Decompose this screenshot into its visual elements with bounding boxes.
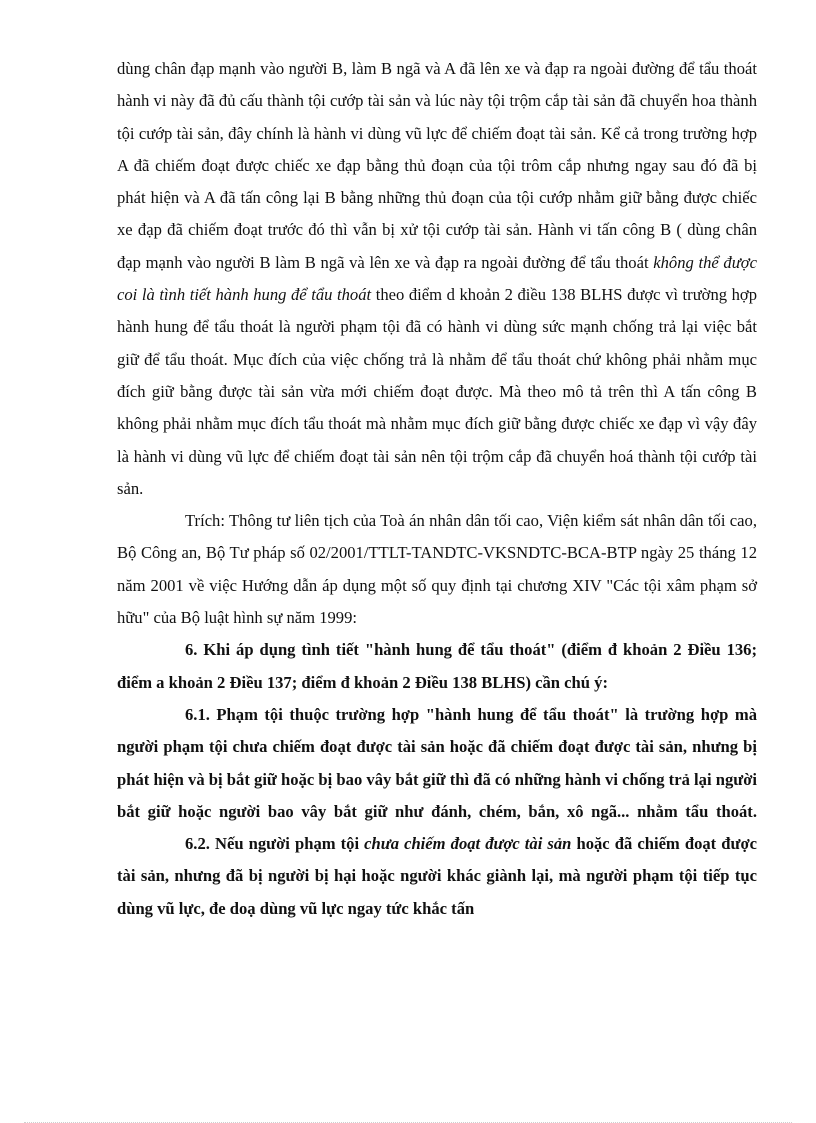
paragraph-text: 6.2. Nếu người phạm tội	[185, 834, 365, 854]
paragraph-text: dùng chân đạp mạnh vào người B, làm B ngã và A đã lên xe và đạp ra ngoài đường để tẩu thoát hành vi này đã đủ cấu thành tội cướp tài sản và lúc này tội trộm cắp tài sản đã chuyển hoa thành tội cướp tài sản, đây chính là hành vi dùng vũ lực để chiếm đoạt tài sản. Kể cả trong trường hợp A đã chiếm đoạt được chiếc xe đạp bằng thủ đoạn của tội trôm cắp nhưng ngay sau đó đã bị phát hiện và A đã tấn công lại B bằng những thủ đoạn của tội cướp nhằm giữ bằng được chiếc xe đạp đã chiếm đoạt trước đó thì vẫn bị xử tội cướp tài sản. Hành vi tấn công B ( dùng chân đạp mạnh vào người B làm B ngã và lên xe và đạp ra ngoài đường để tẩu thoát	[117, 59, 757, 272]
italic-phrase: không thể được coi là tình tiết hành hung để tẩu thoát	[117, 252, 757, 305]
section-6-heading: 6. Khi áp dụng tình tiết "hành hung để tẩu thoát" (điểm đ khoản 2 Điều 136; điểm a khoản 2 Điều 137; điểm đ khoản 2 Điều 138 BLHS) cần chú ý:	[117, 640, 757, 692]
paragraph-text: theo điểm d khoản 2 điều 138 BLHS được vì trường hợp hành hung để tẩu thoát là người phạm tội đã có hành vi dùng sức mạnh chống trả lại việc bắt giữ để tẩu thoát. Mục đích của việc chống trả là nhằm để tẩu thoát chứ không phải nhằm mục đích giữ bằng được tài sản vừa mới chiếm đoạt được. Mà theo mô tả trên thì A tấn công B không phải nhằm mục đích tẩu thoát mà nhằm mục đích giữ bằng được chiếc xe đạp vì vậy đây là hành vi dùng vũ lực để chiếm đoạt tài sản nên tội trộm cắp đã chuyển hoá thành tội cướp tài sản.	[117, 285, 757, 498]
document-page	[117, 53, 757, 925]
italic-phrase: chưa chiếm đoạt được tài sản	[364, 834, 572, 854]
paragraph-body	[117, 53, 757, 505]
citation-paragraph: Trích: Thông tư liên tịch của Toà án nhân dân tối cao, Viện kiểm sát nhân dân tối cao, Bộ Công an, Bộ Tư pháp số 02/2001/TTLT-TANDTC-VKSNDTC-BCA-BTP ngày 25 tháng 12 năm 2001 về việc Hướng dẫn áp dụng một số quy định tại chương XIV "Các tội xâm phạm sở hữu" của Bộ luật hình sự năm 1999:	[117, 511, 757, 628]
section-6-1-paragraph: 6.1. Phạm tội thuộc trường hợp "hành hung để tẩu thoát" là trường hợp mà người phạm tội chưa chiếm đoạt được tài sản hoặc đã chiếm đoạt được tài sản, nhưng bị phát hiện và bị bắt giữ hoặc bị bao vây bắt giữ thì đã có những hành vi chống trả lại người bắt giữ hoặc người bao vây bắt giữ như đánh, chém, bắn, xô ngã... nhằm tẩu thoát.	[117, 704, 757, 821]
paragraph-text: hoặc đã chiếm đoạt được tài sản, nhưng đã bị người bị hại hoặc người khác giành lại, mà người phạm tội tiếp tục dùng vũ lực, đe doạ dùng vũ lực ngay tức khắc tấn	[117, 834, 758, 918]
section-6-2-paragraph	[117, 828, 757, 925]
